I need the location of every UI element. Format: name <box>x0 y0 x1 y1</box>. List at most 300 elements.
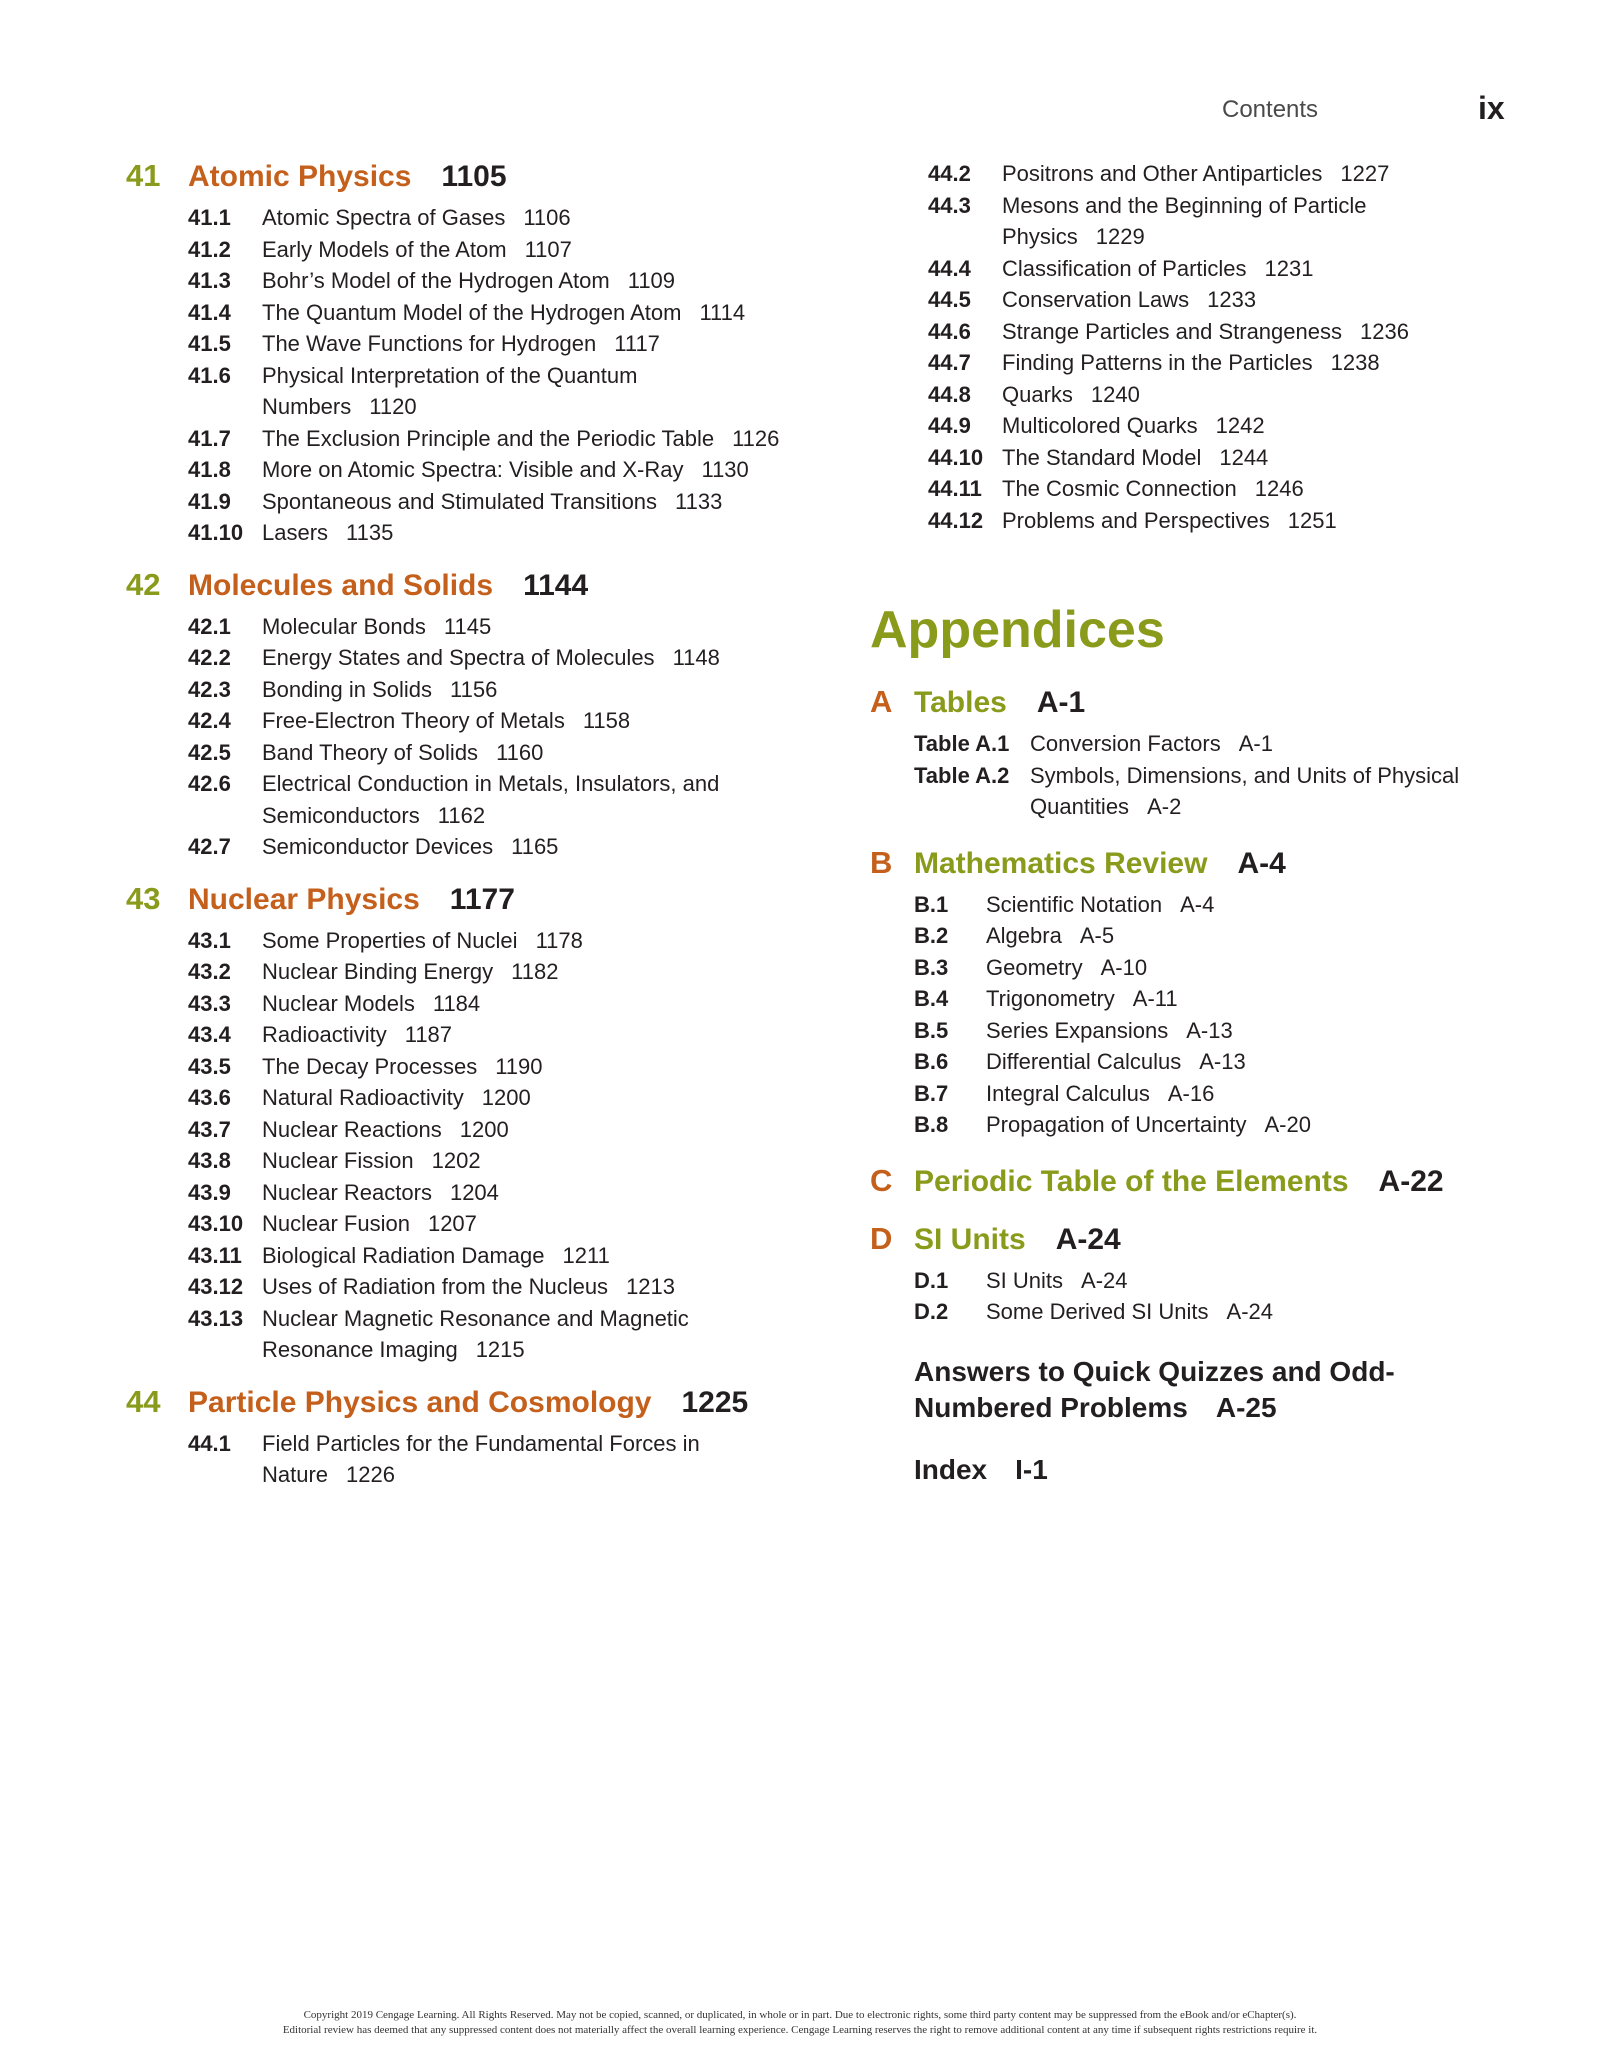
footer-line-2: Editorial review has deemed that any suppressed content does not materially affect the overall learning experience. Cengage Learning reserves the right to remove additional content at any time if subsequent rights restrictions require it. <box>282 2024 1318 2036</box>
section-number: 43.7 <box>188 1116 231 1142</box>
section-title-wrap <box>1002 190 1508 253</box>
section-page: 1242 <box>1215 413 1265 438</box>
section-title-wrap <box>986 952 1530 984</box>
section-entry <box>126 768 786 831</box>
section-title: Quarks <box>1002 381 1073 407</box>
section-number: 44.6 <box>928 318 971 344</box>
chapter-page: 1225 <box>681 1385 749 1419</box>
section-number: 41.6 <box>188 362 231 388</box>
section-number: 44.9 <box>928 413 971 438</box>
section-title: Multicolored Quarks <box>1002 413 1198 438</box>
section-entry <box>126 1428 786 1491</box>
section-entry <box>126 737 786 769</box>
chapter-title: Nuclear Physics <box>188 882 420 916</box>
section-title: Atomic Spectra of Gases <box>262 205 506 230</box>
section-title-wrap <box>262 1145 786 1177</box>
section-title: The Exclusion Principle and the Periodic Table <box>262 425 715 451</box>
section-title-wrap <box>262 328 786 360</box>
section-entry <box>126 486 786 518</box>
section-entry <box>928 473 1508 505</box>
back-matter-title: Answers to Quick Quizzes and Odd-Numbered Problems <box>914 1355 1395 1423</box>
section-entry <box>870 728 1530 760</box>
section-title: Semiconductor Devices <box>262 834 494 859</box>
section-number: B.3 <box>914 954 949 980</box>
section-number: D.1 <box>914 1267 949 1293</box>
chapter-number: 41 <box>126 158 161 193</box>
section-entry <box>928 505 1508 537</box>
section-number: 41.1 <box>188 205 231 230</box>
section-title-wrap <box>262 1303 786 1366</box>
section-title: Trigonometry <box>986 986 1115 1011</box>
section-title: More on Atomic Spectra: Visible and X-Ray <box>262 457 684 482</box>
section-title: Electrical Conduction in Metals, Insulators, and Semiconductors <box>262 771 720 828</box>
section-title-wrap <box>1002 158 1508 190</box>
appendix-list <box>870 684 1530 1328</box>
section-page: 1130 <box>701 457 749 482</box>
page-number: ix <box>1478 90 1505 126</box>
section-title: Physical Interpretation of the Quantum Numbers <box>262 362 638 419</box>
appendix-letter: C <box>870 1162 893 1198</box>
section-title-wrap <box>262 486 786 518</box>
chapter-title: Molecules and Solids <box>188 568 494 602</box>
section-page: 1156 <box>450 676 498 702</box>
section-title-wrap <box>986 983 1530 1015</box>
section-page: 1211 <box>562 1242 610 1268</box>
section-entry <box>126 454 786 486</box>
section-title: The Cosmic Connection <box>1002 476 1237 501</box>
section-page: 1246 <box>1254 476 1304 501</box>
section-title-wrap <box>1030 728 1530 760</box>
chapter-block <box>126 158 786 549</box>
section-number: 44.7 <box>928 350 971 375</box>
section-page: 1145 <box>443 613 492 639</box>
appendix-name: Periodic Table of the Elements <box>914 1164 1349 1198</box>
section-page: 1126 <box>732 425 780 451</box>
section-title-wrap <box>262 360 786 423</box>
appendix-block <box>870 1163 1530 1199</box>
section-page: A-24 <box>1081 1267 1128 1293</box>
section-page: 1178 <box>535 927 583 953</box>
section-title-wrap <box>986 1046 1530 1078</box>
appendix-name: SI Units <box>914 1222 1026 1256</box>
section-page: A-2 <box>1147 794 1182 819</box>
chapter-page: 1105 <box>441 160 507 193</box>
section-title: Molecular Bonds <box>262 613 426 639</box>
section-title: Energy States and Spectra of Molecules <box>262 645 655 670</box>
section-title-wrap <box>986 889 1530 921</box>
appendix-heading <box>870 1163 1530 1199</box>
section-title: Strange Particles and Strangeness <box>1002 318 1342 344</box>
section-page: 1236 <box>1359 318 1409 344</box>
appendix-block <box>870 1221 1530 1328</box>
section-title: Band Theory of Solids <box>262 739 479 765</box>
section-title-wrap <box>1002 505 1508 537</box>
section-title-wrap <box>262 1051 786 1083</box>
section-entry <box>126 1114 786 1146</box>
section-title-wrap <box>262 454 786 486</box>
copyright-footer <box>0 2008 1600 2038</box>
section-page: 1240 <box>1090 381 1140 407</box>
section-entry <box>126 234 786 266</box>
section-title-wrap <box>262 611 786 643</box>
section-title-wrap <box>262 674 786 706</box>
section-entry <box>870 1046 1530 1078</box>
section-title-wrap <box>262 1177 786 1209</box>
appendix-heading <box>870 684 1530 720</box>
section-entry <box>126 642 786 674</box>
section-page: A-1 <box>1238 731 1273 756</box>
appendix-page: A-4 <box>1237 846 1286 880</box>
section-title-wrap <box>1002 410 1508 442</box>
section-title: The Decay Processes <box>262 1053 478 1079</box>
section-number: 42.7 <box>188 834 231 859</box>
section-entry <box>928 316 1508 348</box>
section-title-wrap <box>986 1109 1530 1141</box>
back-matter-page: A-25 <box>1215 1391 1277 1423</box>
section-title: Conversion Factors <box>1030 731 1221 756</box>
section-entry <box>126 1082 786 1114</box>
section-title-wrap <box>262 202 786 234</box>
section-title: The Wave Functions for Hydrogen <box>262 331 597 356</box>
chapter-block <box>126 1384 786 1491</box>
section-number: 42.2 <box>188 645 231 670</box>
section-page: 1158 <box>582 708 631 733</box>
back-matter-entry <box>870 1354 1530 1426</box>
section-title: Geometry <box>986 954 1083 980</box>
section-number: 44.12 <box>928 507 984 533</box>
back-matter-title: Index <box>914 1453 988 1485</box>
section-number: B.6 <box>914 1049 949 1074</box>
section-title-wrap <box>262 831 786 863</box>
section-title: Nuclear Fission <box>262 1148 414 1173</box>
section-number: 41.4 <box>188 299 231 325</box>
section-page: 1133 <box>675 488 723 514</box>
section-page: 1109 <box>627 268 676 293</box>
section-page: 1114 <box>699 299 746 325</box>
section-page: 1135 <box>346 520 394 545</box>
section-entry <box>126 328 786 360</box>
section-number: 44.11 <box>928 476 982 501</box>
section-page: 1200 <box>481 1085 531 1110</box>
section-page: 1238 <box>1330 350 1380 375</box>
chapter-number: 44 <box>126 1383 161 1419</box>
section-title-wrap <box>262 1082 786 1114</box>
section-number: B.5 <box>914 1017 949 1043</box>
appendix-block <box>870 684 1530 823</box>
section-title: Nuclear Magnetic Resonance and Magnetic Resonance Imaging <box>262 1305 689 1362</box>
appendix-letter: D <box>870 1220 893 1256</box>
section-title-wrap <box>986 1265 1530 1297</box>
section-number: 41.7 <box>188 425 231 451</box>
section-title: Integral Calculus <box>986 1080 1150 1106</box>
back-matter-page: I-1 <box>1015 1453 1048 1485</box>
section-number: 42.1 <box>188 613 231 639</box>
section-title-wrap <box>262 1271 786 1303</box>
appendix-block <box>870 845 1530 1141</box>
section-title-wrap <box>1030 760 1530 823</box>
section-page: 1226 <box>346 1462 395 1487</box>
section-entry <box>126 265 786 297</box>
appendix-name: Tables <box>914 686 1007 719</box>
chapter-number: 43 <box>126 880 161 916</box>
section-page: A-11 <box>1132 986 1178 1011</box>
appendix-letter: A <box>870 684 893 719</box>
section-number: 43.2 <box>188 959 231 984</box>
section-entry <box>126 1019 786 1051</box>
section-entry <box>928 190 1508 253</box>
section-title-wrap <box>1002 442 1508 474</box>
section-number: 44.8 <box>928 381 971 407</box>
section-title: Some Properties of Nuclei <box>262 927 518 953</box>
section-entry <box>126 360 786 423</box>
section-page: 1187 <box>404 1022 453 1047</box>
section-title: Positrons and Other Antiparticles <box>1002 161 1323 186</box>
section-number: B.1 <box>914 891 949 917</box>
section-title: Propagation of Uncertainty <box>986 1112 1247 1137</box>
back-matter-list <box>870 1354 1530 1488</box>
section-page: 1190 <box>495 1053 543 1079</box>
section-page: 1182 <box>511 959 559 984</box>
section-title-wrap <box>262 517 786 549</box>
section-title-wrap <box>262 737 786 769</box>
section-title: Conservation Laws <box>1002 287 1190 312</box>
section-number: 44.3 <box>928 192 971 218</box>
section-title-wrap <box>1002 284 1508 316</box>
appendix-heading <box>870 845 1530 881</box>
appendix-page: A-22 <box>1378 1164 1444 1198</box>
section-entry <box>126 1271 786 1303</box>
section-number: B.8 <box>914 1112 949 1137</box>
chapter-page: 1144 <box>523 568 589 602</box>
section-number: 42.3 <box>188 676 231 702</box>
section-number: 41.2 <box>188 236 231 262</box>
section-title: Nuclear Reactions <box>262 1116 442 1142</box>
section-number: B.4 <box>914 986 949 1011</box>
section-title-wrap <box>1002 316 1508 348</box>
section-number: B.2 <box>914 923 949 948</box>
chapter-heading <box>126 881 786 917</box>
section-page: 1165 <box>511 834 559 859</box>
section-entry <box>928 253 1508 285</box>
appendix-letter: B <box>870 844 893 880</box>
section-page: A-13 <box>1199 1049 1246 1074</box>
section-title: Nuclear Fusion <box>262 1211 410 1236</box>
section-entry <box>928 284 1508 316</box>
section-title: The Standard Model <box>1002 444 1202 470</box>
section-entry <box>928 379 1508 411</box>
section-page: 1106 <box>523 205 571 230</box>
section-page: A-13 <box>1186 1017 1233 1043</box>
section-title-wrap <box>1002 473 1508 505</box>
section-page: 1231 <box>1264 255 1314 281</box>
section-title: The Quantum Model of the Hydrogen Atom <box>262 299 682 325</box>
section-page: 1107 <box>524 236 572 262</box>
section-number: 44.5 <box>928 287 971 312</box>
section-page: 1184 <box>432 990 481 1016</box>
section-title-wrap <box>1002 379 1508 411</box>
section-title-wrap <box>262 705 786 737</box>
section-title-wrap <box>1002 347 1508 379</box>
section-page: 1207 <box>427 1211 477 1236</box>
section-number: 44.1 <box>188 1430 231 1456</box>
section-entry <box>928 347 1508 379</box>
section-entry <box>126 988 786 1020</box>
section-title: Bohr’s Model of the Hydrogen Atom <box>262 268 610 293</box>
section-title-wrap <box>262 1208 786 1240</box>
section-page: 1120 <box>369 394 417 419</box>
section-number: 41.3 <box>188 268 231 293</box>
chapter-block <box>126 567 786 863</box>
section-number: 43.5 <box>188 1053 231 1079</box>
section-page: 1251 <box>1287 507 1337 533</box>
section-title-wrap <box>262 1428 786 1491</box>
section-entry <box>870 1078 1530 1110</box>
chapter-block <box>126 881 786 1366</box>
chapter-title: Particle Physics and Cosmology <box>188 1385 652 1419</box>
section-title: Early Models of the Atom <box>262 236 507 262</box>
section-entry <box>870 983 1530 1015</box>
section-page: A-5 <box>1079 923 1115 948</box>
chapter-page: 1177 <box>449 882 515 916</box>
section-entry <box>126 1240 786 1272</box>
section-title-wrap <box>262 265 786 297</box>
section-entry <box>126 1145 786 1177</box>
appendix-page: A-1 <box>1036 686 1086 719</box>
section-entry <box>870 760 1530 823</box>
chapter-number: 42 <box>126 566 161 602</box>
section-title-wrap <box>986 1015 1530 1047</box>
section-title-wrap <box>262 297 786 329</box>
section-entry <box>126 517 786 549</box>
section-title: Biological Radiation Damage <box>262 1242 545 1268</box>
section-page: 1160 <box>496 739 544 765</box>
section-title-wrap <box>1002 253 1508 285</box>
section-page: 1213 <box>626 1274 676 1299</box>
section-title-wrap <box>986 920 1530 952</box>
section-entry <box>126 674 786 706</box>
section-title: Finding Patterns in the Particles <box>1002 350 1313 375</box>
appendix-name: Mathematics Review <box>914 846 1208 880</box>
section-title-wrap <box>262 768 786 831</box>
section-page: 1202 <box>431 1148 481 1173</box>
section-number: 44.10 <box>928 444 984 470</box>
section-entry <box>126 956 786 988</box>
section-page: 1117 <box>614 331 660 356</box>
section-number: 41.9 <box>188 488 231 514</box>
section-title: Symbols, Dimensions, and Units of Physical Quantities <box>1030 762 1460 819</box>
section-title: Some Derived SI Units <box>986 1299 1209 1324</box>
section-title: Radioactivity <box>262 1022 387 1047</box>
section-entry <box>870 952 1530 984</box>
section-title-wrap <box>262 423 786 455</box>
section-title: Free-Electron Theory of Metals <box>262 708 565 733</box>
section-number: 42.6 <box>188 771 231 796</box>
section-page: 1148 <box>672 645 720 670</box>
appendix-page: A-24 <box>1055 1222 1121 1256</box>
section-number: 43.12 <box>188 1274 244 1299</box>
left-column <box>126 158 786 1509</box>
section-entry <box>126 423 786 455</box>
section-number: 42.4 <box>188 708 231 733</box>
section-title: Spontaneous and Stimulated Transitions <box>262 488 658 514</box>
section-entry <box>126 925 786 957</box>
section-entry <box>126 202 786 234</box>
section-number: 43.3 <box>188 990 231 1016</box>
running-header: Contents <box>1222 96 1319 123</box>
appendices-column <box>870 600 1530 1488</box>
section-page: A-20 <box>1264 1112 1311 1137</box>
section-entry <box>126 1208 786 1240</box>
section-number: 43.1 <box>188 927 231 953</box>
section-page: 1227 <box>1340 161 1390 186</box>
section-entry <box>126 1051 786 1083</box>
section-page: 1233 <box>1207 287 1257 312</box>
footer-line-1: Copyright 2019 Cengage Learning. All Rights Reserved. May not be copied, scanned, or duplicated, in whole or in part. Due to electronic rights, some third party content may be suppressed from the eBook and/or eChapter(s). <box>303 2009 1297 2021</box>
section-title-wrap <box>986 1296 1530 1328</box>
section-page: A-10 <box>1100 954 1148 980</box>
section-entry <box>870 1015 1530 1047</box>
section-page: 1200 <box>459 1116 509 1142</box>
section-title: Field Particles for the Fundamental Forces in Nature <box>262 1430 700 1487</box>
section-page: 1204 <box>449 1179 499 1205</box>
section-page: 1215 <box>475 1337 525 1362</box>
section-entry <box>870 1265 1530 1297</box>
section-entry <box>870 1109 1530 1141</box>
section-entry <box>126 1177 786 1209</box>
section-page: A-24 <box>1226 1299 1274 1324</box>
chapter-heading <box>126 567 786 603</box>
section-title: Nuclear Reactors <box>262 1179 432 1205</box>
section-number: D.2 <box>914 1299 949 1324</box>
section-entry <box>928 442 1508 474</box>
section-title: Uses of Radiation from the Nucleus <box>262 1274 609 1299</box>
section-title: Problems and Perspectives <box>1002 507 1270 533</box>
appendix-heading <box>870 1221 1530 1257</box>
section-title: Mesons and the Beginning of Particle Physics <box>1002 192 1367 249</box>
section-number: Table A.2 <box>914 762 1010 788</box>
section-number: 41.10 <box>188 520 244 545</box>
section-title: Series Expansions <box>986 1017 1169 1043</box>
section-entry <box>870 920 1530 952</box>
section-number: 43.9 <box>188 1179 231 1205</box>
section-title-wrap <box>262 925 786 957</box>
chapter-title: Atomic Physics <box>188 160 412 193</box>
section-number: Table A.1 <box>914 731 1010 756</box>
section-title: Differential Calculus <box>986 1049 1182 1074</box>
section-entry <box>928 158 1508 190</box>
right-column-sections <box>928 158 1508 536</box>
section-title-wrap <box>262 1019 786 1051</box>
section-number: 43.4 <box>188 1022 231 1047</box>
section-page: 1162 <box>437 802 486 828</box>
section-page: 1229 <box>1095 224 1145 249</box>
section-entry <box>126 831 786 863</box>
section-number: 41.8 <box>188 457 231 482</box>
section-entry <box>928 410 1508 442</box>
chapter-heading <box>126 158 786 194</box>
section-number: B.7 <box>914 1080 949 1106</box>
section-number: 42.5 <box>188 739 231 765</box>
section-title-wrap <box>262 1240 786 1272</box>
section-title: Nuclear Binding Energy <box>262 959 494 984</box>
section-page: A-16 <box>1167 1080 1215 1106</box>
section-entry <box>870 889 1530 921</box>
section-title: Classification of Particles <box>1002 255 1247 281</box>
section-number: 43.13 <box>188 1305 244 1331</box>
section-entry <box>126 705 786 737</box>
section-title: Lasers <box>262 520 329 545</box>
section-title-wrap <box>262 956 786 988</box>
